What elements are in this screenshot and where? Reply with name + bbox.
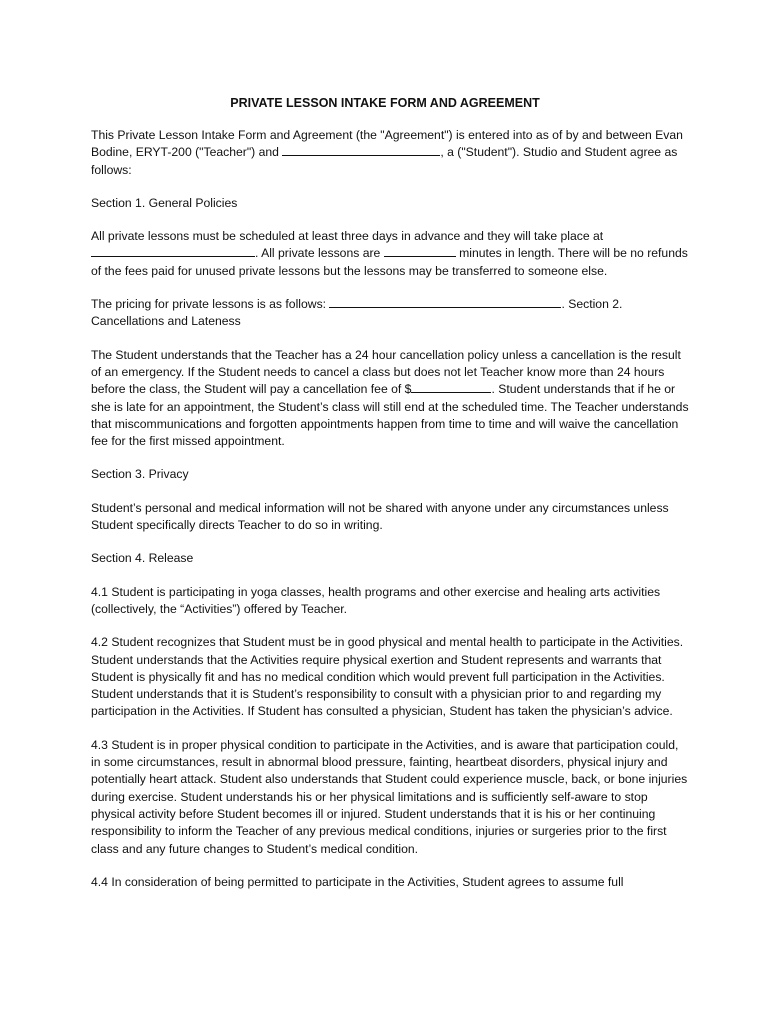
lesson-location-blank[interactable] [91,245,255,257]
privacy-paragraph: Student’s personal and medical information will not be shared with anyone under any circumstances unless Student specifically directs Teacher to do so in writing. [91,500,669,533]
student-name-blank[interactable] [282,144,440,156]
release-paragraph-4-1: 4.1 Student is participating in yoga classes, health programs and other exercise and healing arts activities (collectively, the “Activities”) offered by Teacher. [91,584,661,616]
document-body [91,127,691,907]
policies-text-2: . All private lessons are [255,246,384,261]
page-title: PRIVATE LESSON INTAKE FORM AND AGREEMENT [230,96,540,110]
cancellation-fee-blank[interactable] [411,381,491,393]
section-4-heading: Section 4. Release [91,551,194,566]
pricing-paragraph [91,296,691,331]
policies-text-1: All private lessons must be scheduled at least three days in advance and they will take place at [91,229,604,244]
release-paragraph-4-2: 4.2 Student recognizes that Student must be in good physical and mental health to participate in the Activities. Student understands that the Activities require physical exertion and Student represents and warrants that Student is physically fit and has no medical condition which would prevent full participation in the Activities. Student understands that it is Student’s responsibility to consult with a physician prior to and regarding my participation in the Activities. If Student has consulted a physician, Student has taken the physician’s advice. [91,635,684,719]
cancellation-paragraph [91,347,691,451]
cancellation-text-1: The Student understands that the Teacher has a 24 hour cancellation policy unless a cancellation is the result of an emergency. If the Student needs to cancel a class but does not let Teacher know more than 24 hours before the class, the Student will pay a cancellation fee of $ [91,347,681,397]
release-paragraph-4-4: 4.4 In consideration of being permitted to participate in the Activities, Student agrees to assume full [91,874,624,889]
section-1-heading: Section 1. General Policies [91,195,238,210]
intro-text-2: , a ("Student"). Studio and Student agree as follows: [91,145,678,177]
section-3-heading: Section 3. Privacy [91,467,189,482]
pricing-text-2: . Section 2. Cancellations and Lateness [91,297,623,329]
general-policies-paragraph [91,228,691,280]
policies-text-3: minutes in length. There will be no refunds of the fees paid for unused private lessons but the lessons may be transferred to someone else. [91,246,688,278]
lesson-length-blank[interactable] [384,245,456,257]
cancellation-text-2: . Student understands that if he or she is late for an appointment, the Student’s class will still end at the scheduled time. The Teacher understands that miscommunications and forgotten appointments happen from time to time and will waive the cancellation fee for the first missed appointment. [91,382,689,449]
pricing-blank[interactable] [329,296,561,308]
intro-text-1: This Private Lesson Intake Form and Agreement (the "Agreement") is entered into as of by and between Evan Bodine, ERYT-200 ("Teacher") and [91,128,683,160]
intro-paragraph [91,127,691,179]
release-paragraph-4-3: 4.3 Student is in proper physical condition to participate in the Activities, and is aware that participation could, in some circumstances, result in abnormal blood pressure, fainting, heartbeat disorders, physical injury and potentially heart attack. Student also understands that Student could experience muscle, back, or bone injuries during exercise. Student understands his or her physical limitations and is sufficiently self-aware to stop physical activity before Student becomes ill or injured. Student understands that it is his or her continuing responsibility to inform the Teacher of any previous medical conditions, injuries or surgeries prior to the first class and any future changes to Student’s medical condition. [91,737,688,856]
pricing-text-1: The pricing for private lessons is as follows: [91,297,330,312]
